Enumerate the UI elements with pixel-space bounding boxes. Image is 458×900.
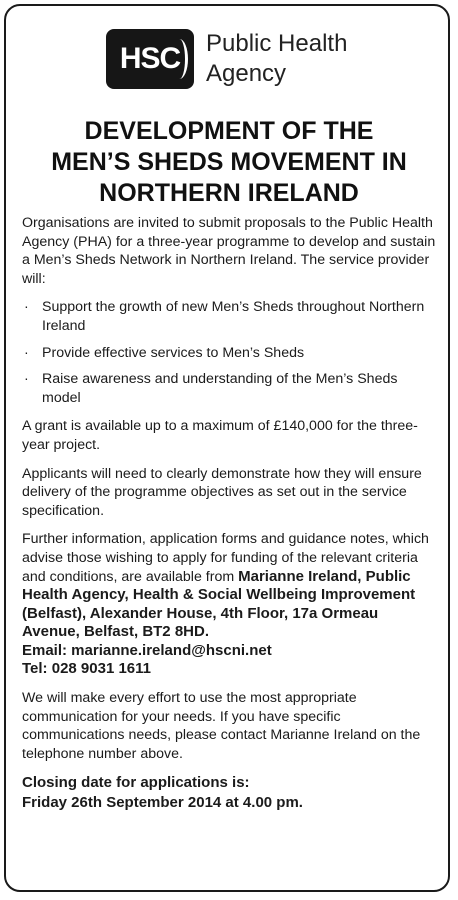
agency-name xyxy=(206,29,347,89)
hsc-badge-text: HSC xyxy=(119,42,181,75)
closing-line-1: Closing date for applications is: xyxy=(22,774,250,792)
contact-email[interactable]: Email: marianne.ireland@hscni.net xyxy=(22,641,272,659)
service-bullet-list xyxy=(22,298,436,407)
agency-line-2: Agency xyxy=(206,60,287,87)
advert-body xyxy=(22,214,436,813)
further-info-text: Further information, application forms and guidance notes, which advise those wishing to apply for funding of the relevant criteria and conditions, are available from xyxy=(22,531,429,585)
bullet-item: · Support the growth of new Men’s Sheds throughout Northern Ireland xyxy=(24,299,425,334)
contact-telephone[interactable]: Tel: 028 9031 1611 xyxy=(22,660,151,678)
hsc-swoosh-icon xyxy=(171,39,188,79)
bullet-item: · Raise awareness and understanding of the Men’s Sheds model xyxy=(24,371,398,406)
hsc-badge xyxy=(106,29,194,89)
title-line-1: DEVELOPMENT OF THE xyxy=(84,117,374,145)
closing-date xyxy=(22,773,436,813)
closing-line-2: Friday 26th September 2014 at 4.00 pm. xyxy=(22,794,303,812)
grant-paragraph: A grant is available up to a maximum of £140,000 for the three-year project. xyxy=(22,418,418,453)
applicants-paragraph: Applicants will need to clearly demonstrate how they will ensure delivery of the programme objectives as set out in the service specification. xyxy=(22,465,422,519)
further-info-paragraph xyxy=(22,530,436,679)
intro-paragraph: Organisations are invited to submit proposals to the Public Health Agency (PHA) for a three-year programme to develop and sustain a Men’s Sheds Network in Northern Ireland. The service provider will: xyxy=(22,215,436,287)
bullet-item: · Provide effective services to Men’s Sheds xyxy=(24,344,305,361)
communication-paragraph: We will make every effort to use the most appropriate communication for your needs. If you have specific communications needs, please contact Marianne Ireland on the telephone number above. xyxy=(22,690,421,762)
title-line-3: NORTHERN IRELAND xyxy=(99,179,359,207)
hsc-logo xyxy=(106,24,347,94)
advert-title xyxy=(0,116,458,209)
title-line-2: MEN’S SHEDS MOVEMENT IN xyxy=(51,148,407,176)
agency-line-1: Public Health xyxy=(206,30,348,57)
contact-address: Marianne Ireland, Public Health Agency, Health & Social Wellbeing Improvement (Belfast), Alexander House, 4th Floor, 17a Ormeau Avenue, Belfast, BT2 8HD. xyxy=(22,567,416,641)
